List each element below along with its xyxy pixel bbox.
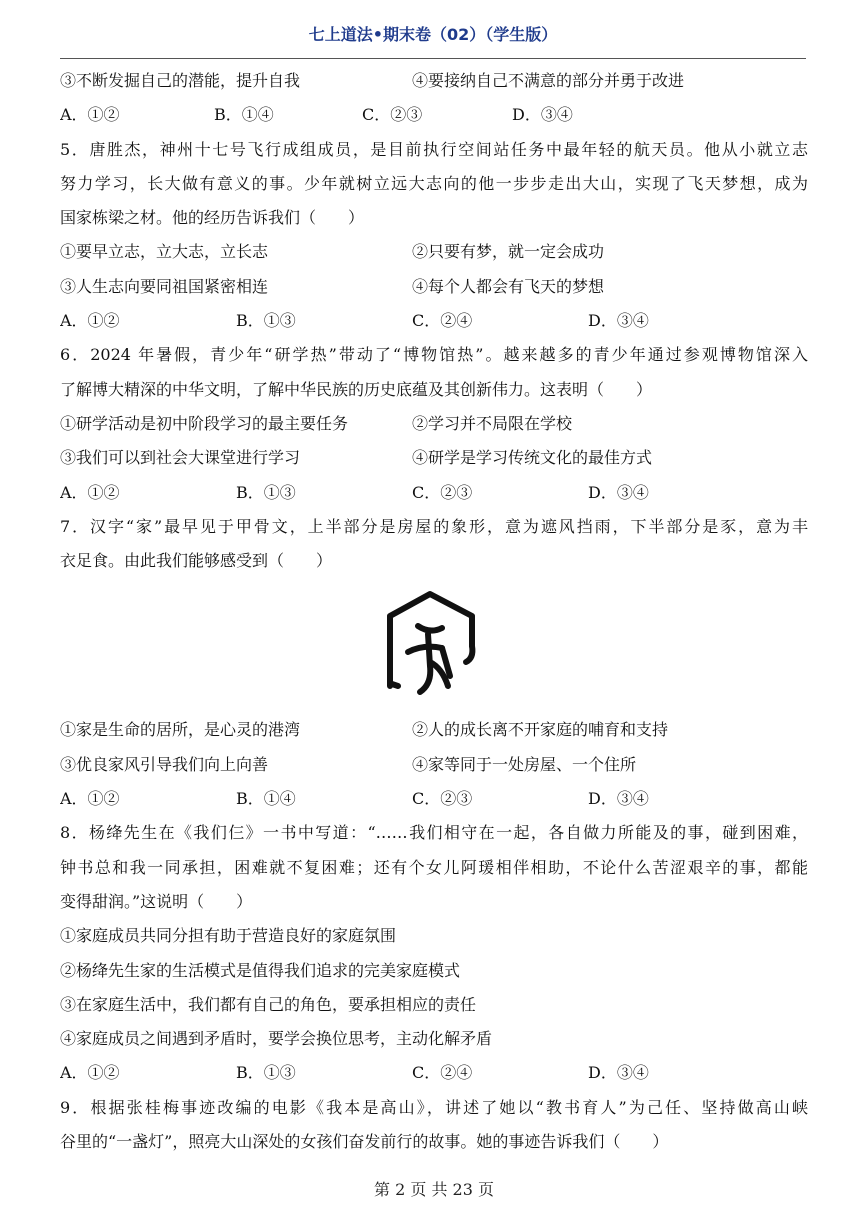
q4-option-a[interactable]: A．①②: [60, 105, 120, 125]
q5-stem-line-2: 努力学习，长大做有意义的事。少年就树立远大志向的他一步步走出大山，实现了飞天梦想，成为: [60, 173, 808, 193]
q8-stem-line-2: 钟书总和我一同承担，困难就不复困难；还有个女儿阿瑗相伴相助，不论什么苦涩艰辛的事，都能: [60, 857, 808, 877]
q5-option-a[interactable]: A．①②: [60, 311, 120, 331]
q7-option-b[interactable]: B．①④: [236, 789, 296, 809]
q6-items-row-1: [60, 407, 808, 441]
exam-content: [60, 64, 808, 1159]
q5-option-d[interactable]: D．③④: [588, 311, 649, 331]
q8-option-c[interactable]: C．②④: [412, 1063, 473, 1083]
q9-stem-line-2: 谷里的“一盏灯”，照亮大山深处的女孩们奋发前行的故事。她的事迹告诉我们（ ）: [60, 1132, 669, 1152]
q6-item-3: ③我们可以到社会大课堂进行学习: [60, 448, 301, 468]
q7-item-4: ④家等同于一处房屋、一个住所: [412, 754, 637, 774]
q8-item-3: ③在家庭生活中，我们都有自己的角色，要承担相应的责任: [60, 994, 477, 1014]
q7-items-row-2: [60, 748, 808, 782]
q7-stem-line-2: 衣足食。由此我们能够感受到（ ）: [60, 551, 333, 571]
q4-option-d[interactable]: D．③④: [512, 105, 573, 125]
q7-items-row-1: [60, 713, 808, 747]
q8-item-4: ④家庭成员之间遇到矛盾时，要学会换位思考，主动化解矛盾: [60, 1029, 493, 1049]
q8-option-b[interactable]: B．①③: [236, 1063, 296, 1083]
q6-item-4: ④研学是学习传统文化的最佳方式: [412, 448, 653, 468]
q7-options-row: [60, 782, 808, 816]
q6-item-1: ①研学活动是初中阶段学习的最主要任务: [60, 413, 349, 433]
page-footer: 第 2 页 共 23 页: [374, 1180, 494, 1199]
q7-item-3: ③优良家风引导我们向上向善: [60, 754, 269, 774]
q4-items-row: [60, 64, 808, 98]
q8-options-row: [60, 1056, 808, 1090]
q5-option-c[interactable]: C．②④: [412, 311, 473, 331]
oracle-bone-jia-character-icon: [380, 586, 490, 701]
q5-item-2: ②只要有梦，就一定会成功: [412, 242, 605, 262]
q6-option-a[interactable]: A．①②: [60, 482, 120, 502]
q6-stem-line-1: 6．2024 年暑假，青少年“研学热”带动了“博物馆热”。越来越多的青少年通过参观博物馆深入: [60, 345, 808, 365]
q8-stem-line-1: 8．杨绛先生在《我们仨》一书中写道：“……我们相守在一起，各自做力所能及的事，碰到困难，: [60, 823, 808, 843]
header-divider: [60, 58, 806, 59]
q6-items-row-2: [60, 441, 808, 475]
q5-item-1: ①要早立志，立大志，立长志: [60, 242, 269, 262]
q6-item-2: ②学习并不局限在学校: [412, 413, 573, 433]
q8-item-1: ①家庭成员共同分担有助于营造良好的家庭氛围: [60, 926, 397, 946]
q7-figure: [60, 578, 808, 713]
q6-stem-line-2: 了解博大精深的中华文明，了解中华民族的历史底蕴及其创新伟力。这表明（ ）: [60, 379, 653, 399]
q5-options-row: [60, 304, 808, 338]
q6-option-d[interactable]: D．③④: [588, 482, 649, 502]
q8-item-2: ②杨绛先生家的生活模式是值得我们追求的完美家庭模式: [60, 960, 461, 980]
q5-items-row-1: [60, 235, 808, 269]
q5-item-3: ③人生志向要同祖国紧密相连: [60, 276, 269, 296]
q7-item-2: ②人的成长离不开家庭的哺育和支持: [412, 720, 669, 740]
q5-stem-line-3: 国家栋梁之材。他的经历告诉我们（ ）: [60, 208, 365, 228]
q7-option-c[interactable]: C．②③: [412, 789, 473, 809]
page-header-title: 七上道法•期末卷（02）（学生版）: [308, 25, 558, 44]
q7-item-1: ①家是生命的居所，是心灵的港湾: [60, 720, 301, 740]
q4-option-c[interactable]: C．②③: [362, 105, 423, 125]
q8-option-d[interactable]: D．③④: [588, 1063, 649, 1083]
q5-items-row-2: [60, 270, 808, 304]
q8-option-a[interactable]: A．①②: [60, 1063, 120, 1083]
q7-stem-line-1: 7．汉字“家”最早见于甲骨文，上半部分是房屋的象形，意为遮风挡雨，下半部分是豕，意为丰: [60, 516, 808, 536]
q4-option-b[interactable]: B．①④: [214, 105, 274, 125]
q9-stem-line-1: 9．根据张桂梅事迹改编的电影《我本是高山》，讲述了她以“教书育人”为己任、坚持做高山峡: [60, 1097, 808, 1117]
q6-option-c[interactable]: C．②③: [412, 482, 473, 502]
q4-options-row: [60, 98, 808, 132]
q8-stem-line-3: 变得甜润。”这说明（ ）: [60, 891, 253, 911]
q5-option-b[interactable]: B．①③: [236, 311, 296, 331]
q7-option-d[interactable]: D．③④: [588, 789, 649, 809]
q4-item-4: ④要接纳自己不满意的部分并勇于改进: [412, 71, 685, 90]
q5-stem-line-1: 5．唐胜杰，神州十七号飞行成组成员，是目前执行空间站任务中最年轻的航天员。他从小就立志: [60, 139, 808, 159]
q5-item-4: ④每个人都会有飞天的梦想: [412, 276, 605, 296]
q4-item-3: ③不断发掘自己的潜能，提升自我: [60, 71, 301, 90]
q7-option-a[interactable]: A．①②: [60, 789, 120, 809]
q6-options-row: [60, 476, 808, 510]
q6-option-b[interactable]: B．①③: [236, 482, 296, 502]
